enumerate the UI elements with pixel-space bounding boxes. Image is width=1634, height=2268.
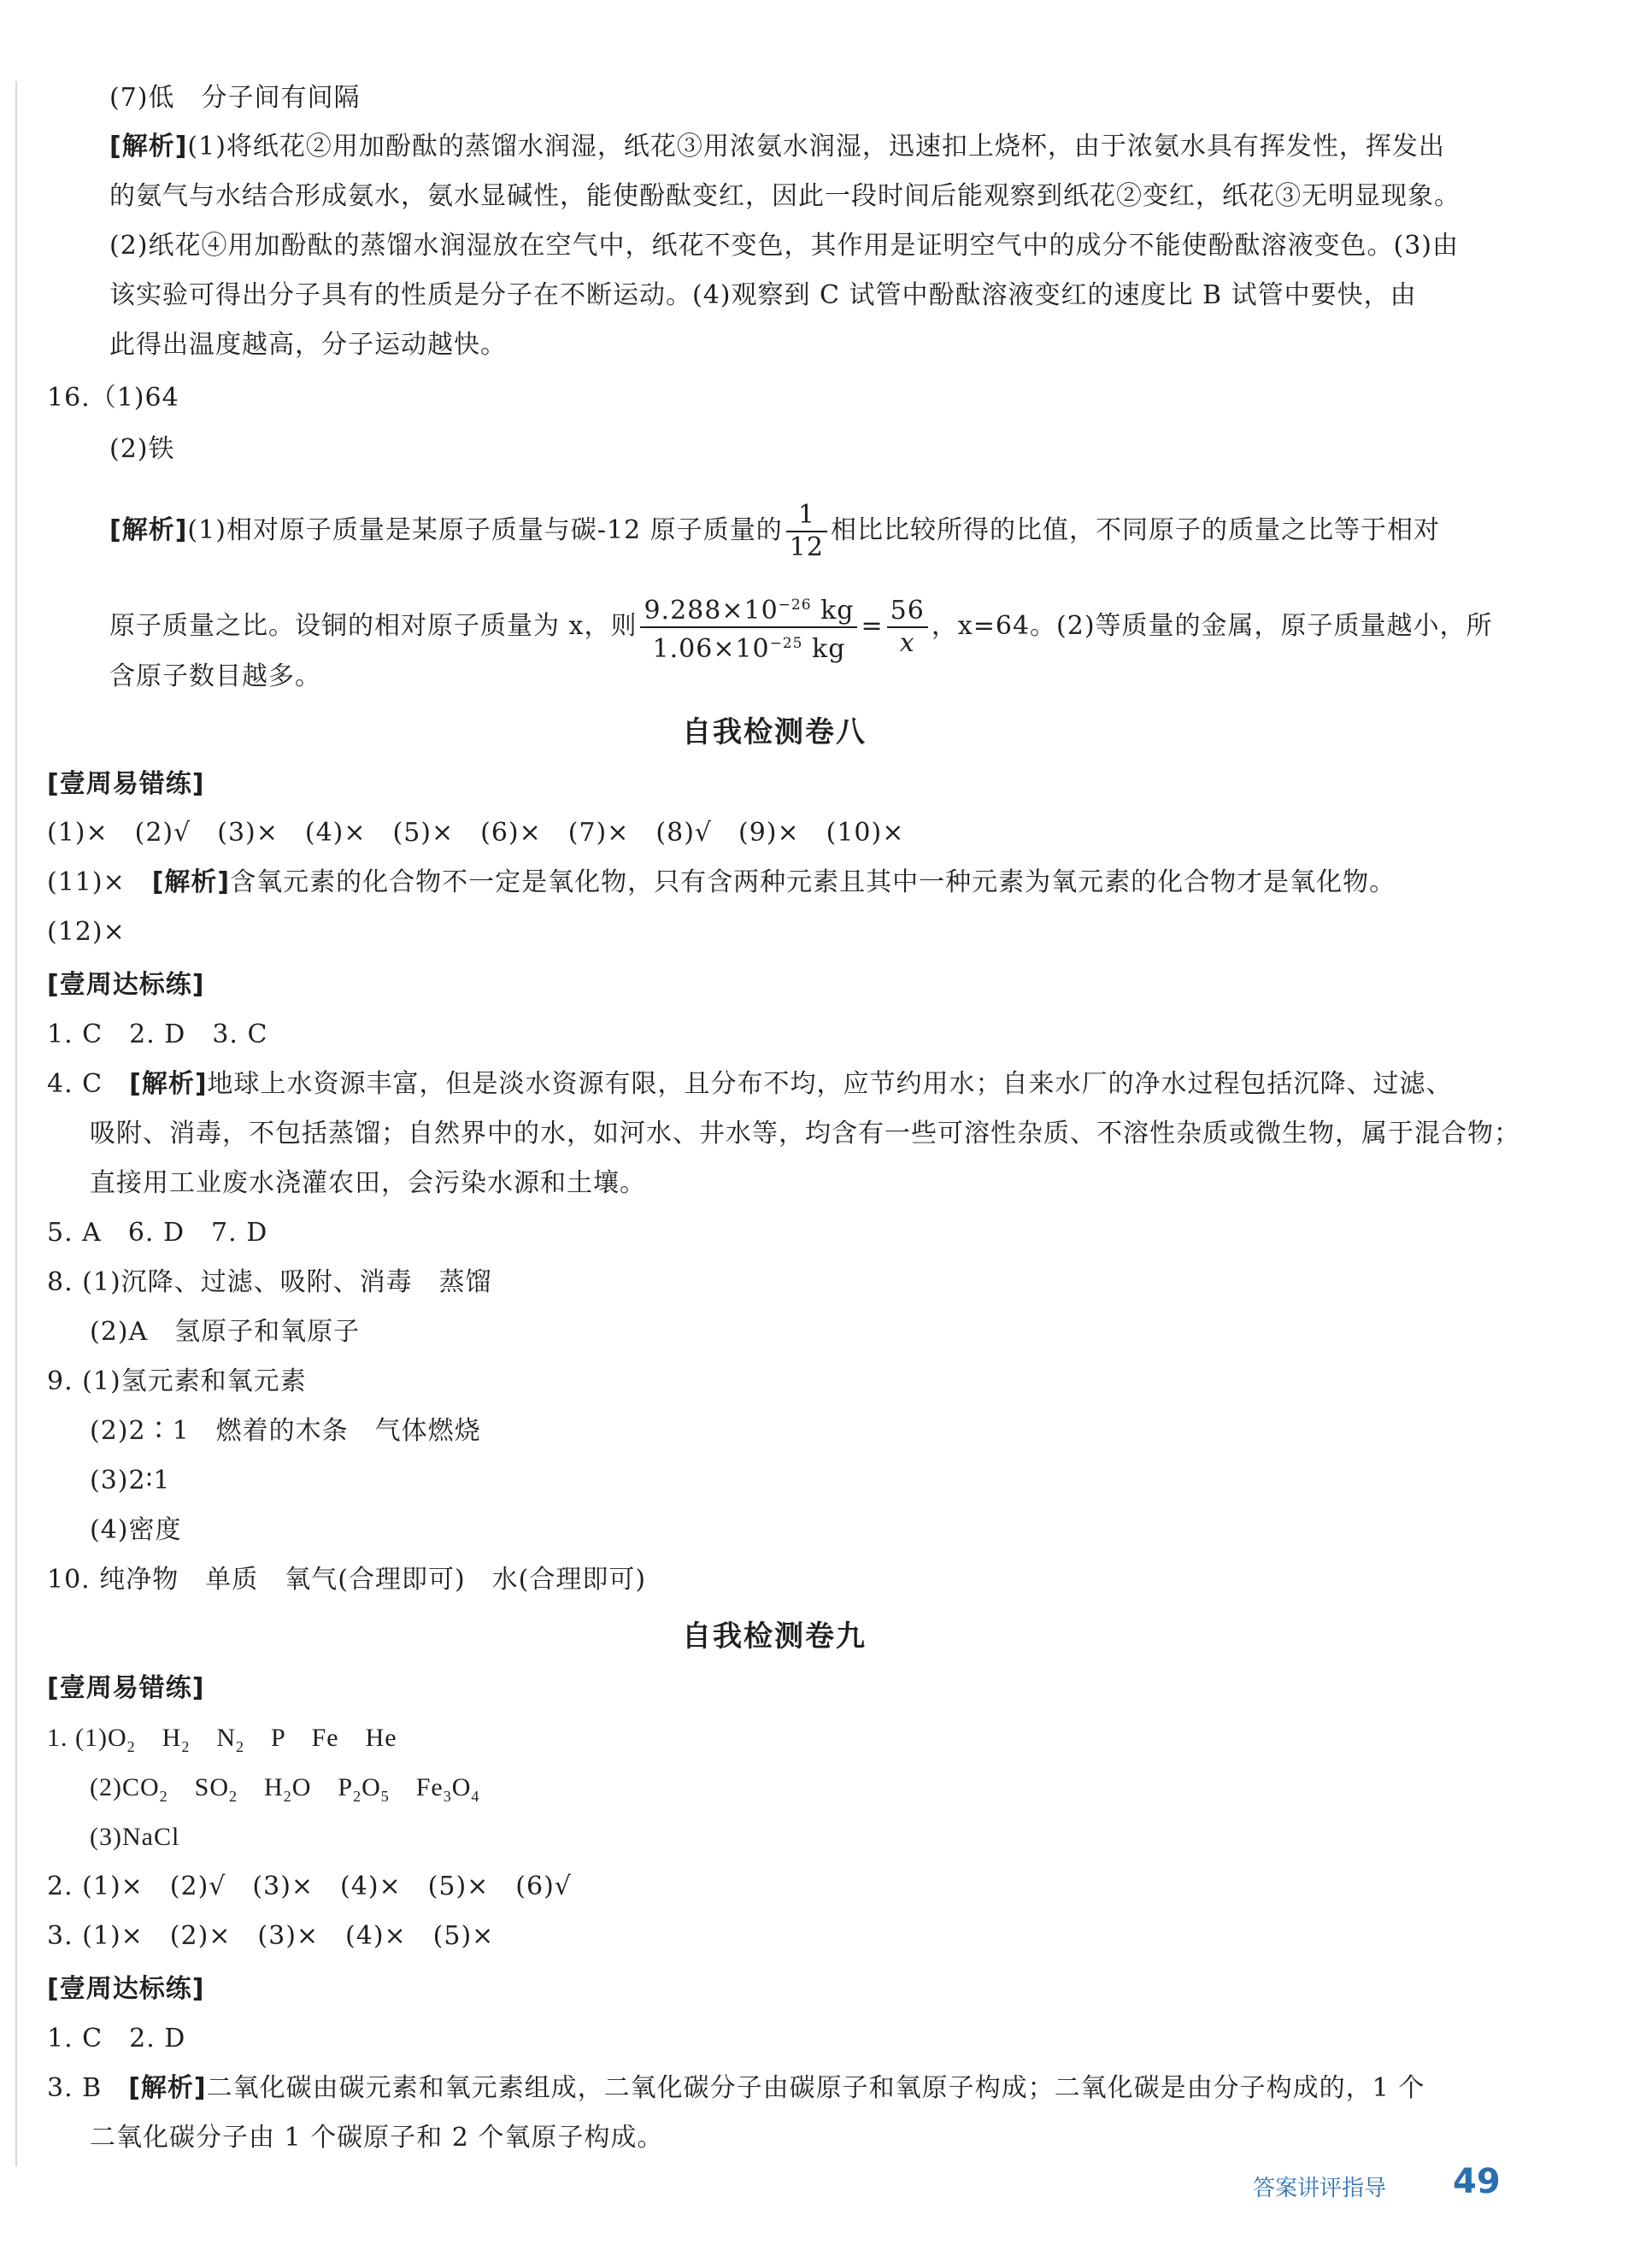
- analysis-15-line3: (2)纸花④用加酚酞的蒸馏水润湿放在空气中，纸花不变色，其作用是证明空气中的成分不能使酚酞溶液变色。(3)由: [109, 231, 1459, 261]
- analysis-15-line2: 的氨气与水结合形成氨水，氨水显碱性，能使酚酞变红，因此一段时间后能观察到纸花②变红，纸花③无明显现象。: [109, 181, 1461, 211]
- analysis-tag: [解析]: [128, 2073, 207, 2103]
- analysis-16-line1: [解析](1)相对原子质量是某原子质量与碳-12 原子质量的 $\frac{1}{12}$ 相比比较所得的比值，不同原子的质量之比等于相对: [109, 500, 1440, 562]
- analysis-16-line2: 原子质量之比。设铜的相对原子质量为 x，则 $\frac{9.288\times 10^{-26} kg}{1.06\times 10^{-25} kg}$ = $\frac{56}{x}$ ，x=64。(2)等质量的金属，原子质量越小，所: [109, 590, 1493, 665]
- analysis-15-line1: [解析](1)将纸花②用加酚酞的蒸馏水润湿，纸花③用浓氨水润湿，迅速扣上烧杯，由于浓氨水具有挥发性，挥发出: [109, 132, 1445, 162]
- section-9-error-practice-heading: [壹周易错练]: [47, 1673, 205, 1703]
- section-8-answer-10: 10. 纯净物 单质 氧气(合理即可) 水(合理即可): [47, 1565, 647, 1595]
- section-8-answer-8-2: (2)A 氢原子和氧原子: [90, 1317, 361, 1347]
- analysis-15-line5: 此得出温度越高，分子运动越快。: [109, 330, 507, 360]
- section-9-answer-1-3: (3)NaCl: [90, 1823, 180, 1851]
- section-9-answer-1-2: $(2)CO_2$ $SO_2$ $H_2O$ $P_2O_5$ $Fe_3O_4$: [90, 1773, 480, 1805]
- section-8-answers-1-3: 1. C 2. D 3. C: [47, 1019, 268, 1049]
- answer-15-7: (7)低 分子间有间隔: [109, 83, 361, 113]
- section-8-answer-9-2: (2)2∶1 燃着的木条 气体燃烧: [90, 1416, 481, 1446]
- section-8-error-answers: (1)× (2)√ (3)× (4)× (5)× (6)× (7)× (8)√ (9)× (10)×: [47, 818, 905, 848]
- section-8-answer-9-1: 9. (1)氢元素和氧元素: [47, 1366, 307, 1396]
- section-9-answer-3-analysis-line2: 二氧化碳分子由 1 个碳原子和 2 个氧原子构成。: [90, 2123, 664, 2153]
- section-title-9: 自我检测卷九: [682, 1619, 867, 1654]
- margin-rule: [15, 81, 17, 2166]
- analysis-16-line3: 含原子数目越多。: [109, 661, 321, 691]
- section-8-answer-4: 4. C [解析]地球上水资源丰富，但是淡水资源有限，且分布不均，应节约用水；自来水厂的净水过程包括沉降、过滤、: [47, 1069, 1453, 1099]
- analysis-tag: [解析]: [129, 1069, 208, 1099]
- section-9-standard-practice-heading: [壹周达标练]: [47, 1974, 205, 2004]
- section-8-answer-8-1: 8. (1)沉降、过滤、吸附、消毒 蒸馏: [47, 1267, 492, 1297]
- fraction-56-over-x: $\frac{56}{x}$: [887, 596, 928, 659]
- analysis-tag: [解析]: [151, 867, 231, 897]
- section-8-answer-4-line2: 吸附、消毒，不包括蒸馏；自然界中的水，如河水、井水等，均含有一些可溶性杂质、不溶性杂质或微生物，属于混合物；: [90, 1119, 1520, 1149]
- section-8-answer-9-4: (4)密度: [90, 1515, 182, 1545]
- answer-16-2: (2)铁: [109, 434, 175, 464]
- section-8-answers-5-7: 5. A 6. D 7. D: [47, 1218, 268, 1248]
- analysis-tag: [解析]: [109, 132, 188, 162]
- section-9-answer-1-1: 1. $(1)O_2$ $H_2$ $N_2$ P Fe He: [47, 1724, 397, 1755]
- section-8-answer-4-line3: 直接用工业废水浇灌农田，会污染水源和土壤。: [90, 1168, 646, 1198]
- section-8-error-practice-heading: [壹周易错练]: [47, 769, 205, 799]
- section-9-answer-2: 2. (1)× (2)√ (3)× (4)× (5)× (6)√: [47, 1871, 572, 1901]
- fraction-mass-ratio: $\frac{9.288\times 10^{-26} kg}{1.06\times 10^{-25} kg}$: [640, 590, 857, 665]
- section-title-8: 自我检测卷八: [682, 715, 867, 749]
- section-9-answer-3: 3. (1)× (2)× (3)× (4)× (5)×: [47, 1921, 495, 1951]
- analysis-15-line4: 该实验可得出分子具有的性质是分子在不断运动。(4)观察到 C 试管中酚酞溶液变红的速度比 B 试管中要快，由: [109, 280, 1417, 310]
- section-8-answer-9-3: (3)2∶1: [90, 1466, 171, 1495]
- section-9-answers-1-2: 1. C 2. D: [47, 2024, 186, 2054]
- section-9-answer-3-analysis: 3. B [解析]二氧化碳由碳元素和氧元素组成，二氧化碳分子由碳原子和氧原子构成；二氧化碳是由分子构成的，1 个: [47, 2073, 1425, 2103]
- fraction-one-twelfth: $\frac{1}{12}$: [786, 500, 827, 563]
- section-8-error-answer-12: (12)×: [47, 917, 126, 947]
- section-8-standard-practice-heading: [壹周达标练]: [47, 970, 205, 1000]
- footer-label: 答案讲评指导: [1253, 2176, 1387, 2201]
- analysis-tag: [解析]: [109, 515, 188, 545]
- answer-16-1: 16.（1)64: [47, 383, 179, 413]
- page-number: 49: [1453, 2162, 1501, 2201]
- section-8-error-answer-11: (11)× [解析]含氧元素的化合物不一定是氧化物，只有含两种元素且其中一种元素为氧元素的化合物才是氧化物。: [47, 867, 1396, 897]
